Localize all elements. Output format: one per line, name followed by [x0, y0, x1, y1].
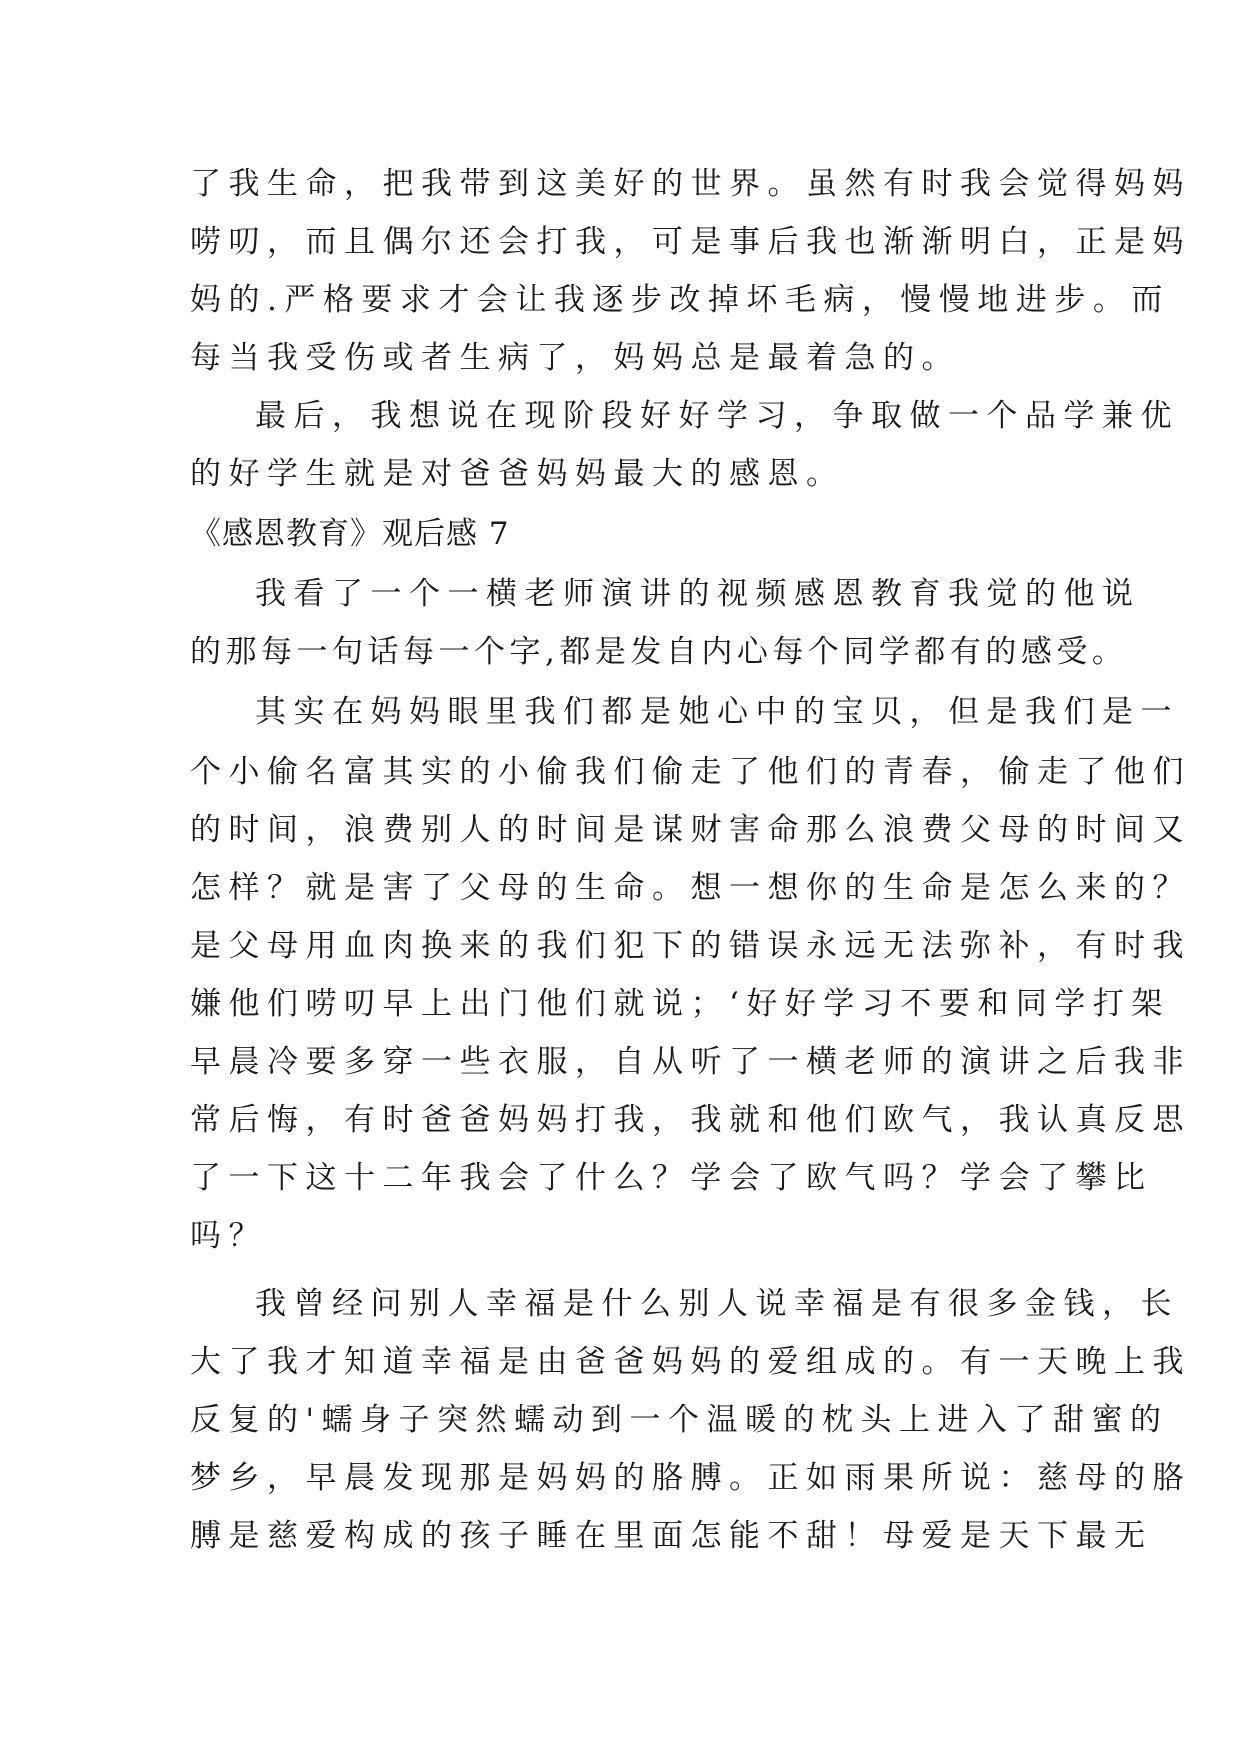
text-line: 嫌他们唠叨早上出门他们就说；‘好好学习不要和同学打架 — [190, 986, 1170, 1022]
text-line: 了我生命，把我带到这美好的世界。虽然有时我会觉得妈妈 — [190, 166, 1191, 202]
text-line: 大了我才知道幸福是由爸爸妈妈的爱组成的。有一天晚上我 — [190, 1344, 1191, 1380]
text-line: 个小偷名富其实的小偷我们偷走了他们的青春，偷走了他们 — [190, 754, 1191, 790]
text-line: 的好学生就是对爸爸妈妈最大的感恩。 — [190, 456, 845, 492]
text-line: 了一下这十二年我会了什么？学会了欧气吗？学会了攀比 — [190, 1160, 1153, 1196]
paragraph-first-line: 最后，我想说在现阶段好好学习，争取做一个品学兼优 — [255, 398, 1179, 434]
text-line: 梦乡，早晨发现那是妈妈的胳膊。正如雨果所说：慈母的胳 — [190, 1460, 1191, 1496]
text-line: 的那每一句话每一个字,都是发自内心每个同学都有的感受。 — [190, 634, 1128, 670]
section-heading: 《感恩教育》观后感 7 — [190, 516, 510, 552]
text-line: 的时间，浪费别人的时间是谋财害命那么浪费父母的时间又 — [190, 812, 1191, 848]
text-line: 妈的.严格要求才会让我逐步改掉坏毛病，慢慢地进步。而 — [190, 282, 1170, 318]
text-line: 早晨冷要多穿一些衣服，自从听了一横老师的演讲之后我非 — [190, 1044, 1191, 1080]
text-line: 常后悔，有时爸爸妈妈打我，我就和他们欧气，我认真反思 — [190, 1102, 1191, 1138]
text-line: 唠叨，而且偶尔还会打我，可是事后我也渐渐明白，正是妈 — [190, 224, 1191, 260]
paragraph-first-line: 我曾经问别人幸福是什么别人说幸福是有很多金钱，长 — [255, 1286, 1179, 1322]
text-line: 吗？ — [190, 1218, 267, 1254]
text-line: 是父母用血肉换来的我们犯下的错误永远无法弥补，有时我 — [190, 928, 1191, 964]
paragraph-first-line: 其实在妈妈眼里我们都是她心中的宝贝，但是我们是一 — [255, 694, 1179, 730]
text-line: 怎样？就是害了父母的生命。想一想你的生命是怎么来的？ — [190, 870, 1191, 906]
paragraph-first-line: 我看了一个一横老师演讲的视频感恩教育我觉的他说 — [255, 576, 1141, 612]
text-line: 反复的'蠕身子突然蠕动到一个温暖的枕头上进入了甜蜜的 — [190, 1402, 1169, 1438]
text-line: 每当我受伤或者生病了，妈妈总是最着急的。 — [190, 340, 960, 376]
text-line: 膊是慈爱构成的孩子睡在里面怎能不甜！母爱是天下最无 — [190, 1518, 1153, 1554]
